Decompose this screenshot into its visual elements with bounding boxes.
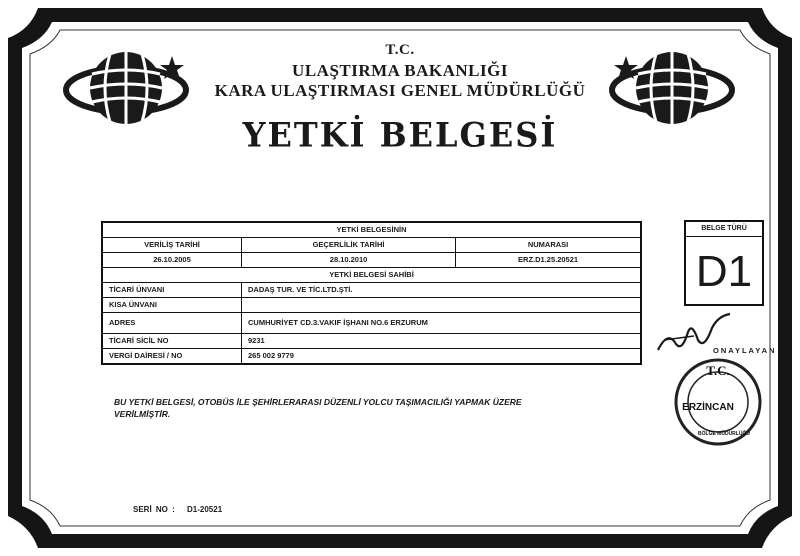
official-stamp-icon <box>652 350 764 450</box>
statement-line-1: BU YETKİ BELGESİ, OTOBÜS İLE ŞEHİRLERARASI DÜZENLİ YOLCU TAŞIMACILIĞI YAPMAK ÜZERE <box>114 397 522 407</box>
tax-office-label: VERGİ DAİRESİ / NO <box>102 349 242 365</box>
statement-line-2: VERİLMİŞTİR. <box>114 409 171 419</box>
tax-office-value: 265 002 9779 <box>242 349 642 365</box>
section-header-certificate: YETKİ BELGESİNİN <box>102 222 641 238</box>
serial-number <box>133 505 222 514</box>
validity-date-label: GEÇERLİLİK TARİHİ <box>242 238 456 253</box>
table-row <box>102 313 641 334</box>
stamp-office-text: BÖLGE MÜDÜRLÜĞÜ <box>698 431 750 437</box>
header-directorate: KARA ULAŞTIRMASI GENEL MÜDÜRLÜĞÜ <box>214 81 586 100</box>
issue-date-label: VERİLİŞ TARİHİ <box>102 238 242 253</box>
address-label: ADRES <box>102 313 242 334</box>
authorization-statement <box>114 396 594 420</box>
header-tc: T.C. <box>385 42 415 58</box>
stamp-tc-text: T.C. <box>706 363 730 378</box>
issue-date-value: 26.10.2005 <box>102 253 242 268</box>
table-row <box>102 283 641 298</box>
number-value: ERZ.D1.25.20521 <box>456 253 641 268</box>
certificate-info-table <box>101 221 642 365</box>
registry-no-value: 9231 <box>242 334 642 349</box>
trade-name-value: DADAŞ TUR. VE TİC.LTD.ŞTİ. <box>242 283 642 298</box>
serial-label: SERİ NO : <box>133 505 175 514</box>
certificate-type-divider <box>686 236 762 237</box>
registry-no-label: TİCARİ SİCİL NO <box>102 334 242 349</box>
stamp-city-text: ERZİNCAN <box>682 402 734 413</box>
address-value: CUMHURİYET CD.3.VAKIF İŞHANI NO.6 ERZURUM <box>242 313 642 334</box>
table-row <box>102 298 641 313</box>
approver-label: ONAYLAYAN <box>713 346 777 355</box>
trade-name-label: TİCARİ ÜNVANI <box>102 283 242 298</box>
table-row <box>102 349 641 365</box>
certificate-type-box <box>684 220 764 306</box>
certificate-type-code: D1 <box>695 247 753 296</box>
short-name-label: KISA ÜNVANI <box>102 298 242 313</box>
serial-value: D1-20521 <box>187 505 223 514</box>
section-header-holder: YETKİ BELGESİ SAHİBİ <box>102 268 641 283</box>
number-label: NUMARASI <box>456 238 641 253</box>
certificate-type-label: BELGE TÜRÜ <box>701 225 747 232</box>
validity-date-value: 28.10.2010 <box>242 253 456 268</box>
table-row <box>102 334 641 349</box>
short-name-value <box>242 298 642 313</box>
header-ministry: ULAŞTIRMA BAKANLIĞI <box>292 61 508 80</box>
document-title: YETKİ BELGESİ <box>242 115 558 155</box>
